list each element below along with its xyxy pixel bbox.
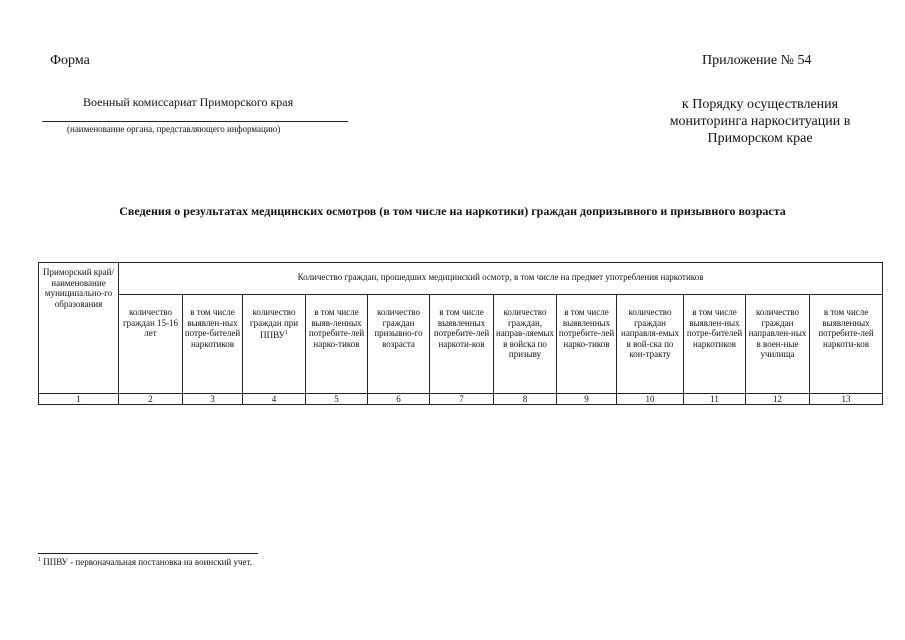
column-number-cell: 2	[119, 394, 183, 405]
subheader-text: количество граждан при ППВУ	[249, 307, 299, 340]
column-number-cell: 10	[617, 394, 684, 405]
order-reference: к Порядку осуществления мониторинга наркоситуации в Приморском крае	[669, 97, 851, 146]
column-number-cell: 8	[494, 394, 557, 405]
organization-name: Военный комиссариат Приморского края	[83, 95, 294, 109]
form-label: Форма	[50, 53, 90, 68]
column-number-cell: 7	[430, 394, 494, 405]
footnote-text: ППВУ - первоначальная постановка на воинский учет.	[43, 557, 253, 567]
subheader-cell: количество граждан направля-емых в вой-ска по кон-тракту	[617, 295, 684, 394]
subheader-cell: количество граждан направлен-ных в воен-ные училища	[746, 295, 810, 394]
header-cell-municipality: Приморский край/ наименование муниципально-го образования	[39, 263, 119, 394]
subheader-cell: количество граждан 15-16 лет	[119, 295, 183, 394]
footnote-marker: 1	[284, 330, 288, 336]
header-cell-examined-total: Количество граждан, прошедших медицинский осмотр, в том числе на предмет употребления наркотиков	[119, 263, 883, 295]
column-number-cell: 6	[368, 394, 430, 405]
subheader-cell: в том числе выяв-ленных потребите-лей нарко-тиков	[306, 295, 368, 394]
subheader-cell: в том числе выявлен-ных потре-бителей наркотиков	[684, 295, 746, 394]
column-number-cell: 5	[306, 394, 368, 405]
subheader-cell-ppvu	[243, 295, 306, 394]
column-number-cell: 12	[746, 394, 810, 405]
subheader-cell: в том числе выявленных потребите-лей нарко-тиков	[557, 295, 617, 394]
subheader-cell: в том числе выявленных потребите-лей наркоти-ков	[810, 295, 883, 394]
footnote-mark: 1	[38, 557, 41, 563]
column-number-cell: 4	[243, 394, 306, 405]
column-number-cell: 9	[557, 394, 617, 405]
appendix-number: Приложение № 54	[702, 53, 812, 68]
footnote-separator	[38, 553, 258, 554]
report-table	[38, 262, 883, 405]
footnote	[38, 557, 252, 567]
organization-caption: (наименование органа, представляющего информацию)	[67, 124, 281, 134]
subheader-cell: в том числе выявленных потребите-лей наркоти-ков	[430, 295, 494, 394]
subheader-cell: количество граждан призывно-го возраста	[368, 295, 430, 394]
column-number-row	[39, 394, 883, 405]
column-number-cell: 11	[684, 394, 746, 405]
table-header-row	[39, 263, 883, 295]
column-number-cell: 3	[183, 394, 243, 405]
organization-underline	[42, 121, 348, 122]
subheader-cell: количество граждан, направ-ляемых в войска по призыву	[494, 295, 557, 394]
document-title: Сведения о результатах медицинских осмотров (в том числе на наркотики) граждан допризывного и призывного возраста	[119, 204, 786, 218]
column-number-cell: 1	[39, 394, 119, 405]
table-subheader-row	[39, 295, 883, 394]
subheader-cell: в том числе выявлен-ных потре-бителей наркотиков	[183, 295, 243, 394]
column-number-cell: 13	[810, 394, 883, 405]
